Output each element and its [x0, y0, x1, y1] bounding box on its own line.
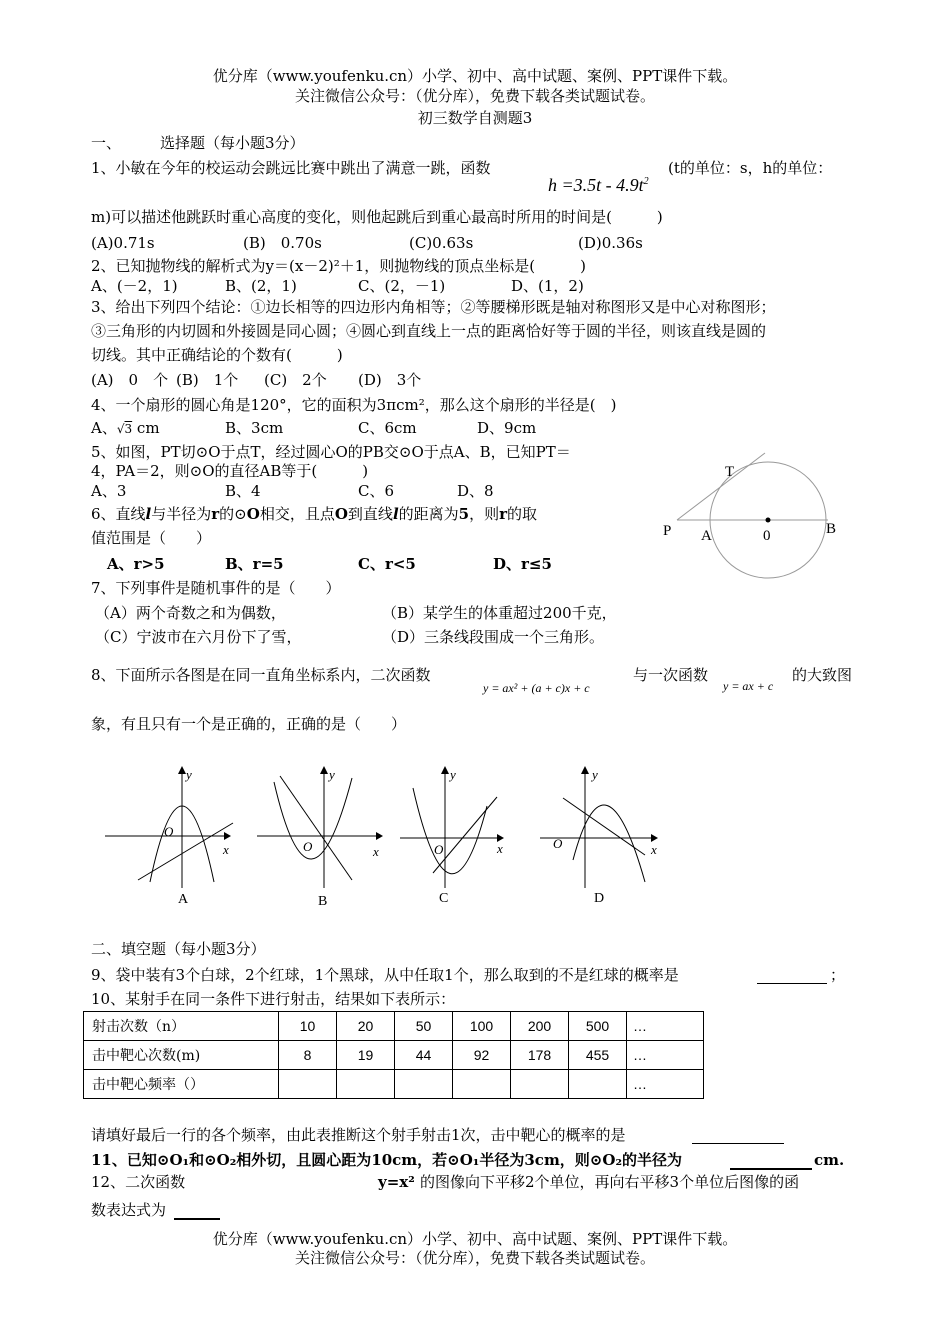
graph-d [535, 760, 685, 910]
q2-option: C、(2，－1) [358, 277, 446, 295]
q1-text-b: (t的单位：s，h的单位： [668, 159, 833, 177]
header-line2: 关注微信公众号：（优分库），免费下载各类试题试卷。 [294, 87, 655, 105]
q5-option: B、4 [225, 482, 261, 500]
q1-option: (C)0.63s [409, 234, 474, 252]
footer-line1: 优分库（www.youfenku.cn）小学、初中、高中试题、案例、PPT课件下载。 [212, 1230, 738, 1248]
q12-line2: 数表达式为 [91, 1201, 167, 1219]
q11-answer-blank[interactable] [730, 1150, 812, 1170]
q3-line1: 3、给出下列四个结论：①边长相等的四边形内角相等；②等腰梯形既是轴对称图形又是中心对称图形； [91, 298, 776, 316]
graph-a-label: A [178, 892, 189, 907]
q2-option: D、(1，2) [511, 277, 584, 295]
q6-line2: 值范围是（ ） [91, 529, 212, 547]
section2-title: 二、填空题（每小题3分） [91, 940, 266, 958]
q5-option: C、6 [358, 482, 395, 500]
table-row: 击中靶心次数(m) 8 19 44 92 178 455 … [84, 1041, 704, 1070]
q6-option: C、r<5 [358, 555, 416, 573]
q3-line3: 切线。其中正确结论的个数有( ) [91, 346, 343, 364]
q6-option: D、r≤5 [493, 555, 552, 573]
q7-option: （C）宁波市在六月份下了雪， [95, 628, 302, 646]
label-T: T [725, 464, 735, 480]
q9-text: 9、袋中装有3个白球，2个红球，1个黑球，从中任取1个，那么取到的不是红球的概率是 [91, 966, 679, 984]
q4-option: D、9cm [477, 419, 537, 437]
q1-text-a: 1、小敏在今年的校运动会跳远比赛中跳出了满意一跳，函数 [91, 159, 491, 177]
q4-text: 4、一个扇形的圆心角是120°，它的面积为3πcm²，那么这个扇形的半径是( ) [91, 396, 617, 414]
q8-formula-quadratic: y = ax² + (a + c)x + c [483, 681, 590, 695]
label-P: P [663, 523, 672, 539]
svg-text:x: x [373, 844, 379, 859]
label-A: A [701, 528, 712, 544]
svg-text:x: x [497, 841, 503, 856]
q10-answer-blank[interactable] [692, 1125, 784, 1144]
q11-tail: cm. [814, 1151, 845, 1169]
section1-num: 一、 [91, 134, 122, 152]
section1-title: 选择题（每小题3分） [160, 134, 305, 152]
header-line1: 优分库（www.youfenku.cn）小学、初中、高中试题、案例、PPT课件下载。 [212, 67, 738, 85]
q3-option: (A) 0 个 [91, 371, 169, 389]
q5-option: A、3 [91, 482, 127, 500]
svg-text:O: O [164, 824, 174, 839]
q12-formula: y=x² [378, 1173, 415, 1191]
label-O: 0 [763, 528, 771, 544]
q1-option: (D)0.36s [578, 234, 643, 252]
q10-text: 10、某射手在同一条件下进行射击，结果如下表所示： [91, 990, 456, 1008]
q9-tail: ； [830, 966, 846, 984]
q7-option: （A）两个奇数之和为偶数， [95, 604, 286, 622]
q2-option: B、(2，1) [225, 277, 297, 295]
q8-text-c: 的大致图 [792, 666, 853, 684]
graph-b [252, 760, 402, 910]
svg-text:O: O [303, 839, 313, 854]
q6-line1: 6、直线l与半径为r的⊙O相交，且点O到直线l的距离为5，则r的取 [91, 505, 538, 523]
q10-after: 请填好最后一行的各个频率，由此表推断这个射手射击1次，击中靶心的概率的是 [91, 1126, 626, 1144]
svg-text:y: y [450, 767, 456, 782]
q7-option: （D）三条线段围成一个三角形。 [382, 628, 605, 646]
graph-a [100, 760, 250, 910]
q3-line2: ③三角形的内切圆和外接圆是同心圆；④圆心到直线上一点的距离恰好等于圆的半径，则该直线是圆的 [91, 322, 767, 340]
q3-option: (D) 3个 [358, 371, 422, 389]
q6-option: A、r>5 [107, 555, 165, 573]
table-row: 射击次数（n） 10 20 50 100 200 500 … [84, 1012, 704, 1041]
shooting-table [83, 1011, 704, 1099]
q8-text-b: 与一次函数 [633, 666, 709, 684]
q5-line2: 4，PA＝2，则⊙O的直径AB等于( ) [91, 462, 369, 480]
q4-option: B、3cm [225, 419, 284, 437]
q2-option: A、(－2，1) [91, 277, 178, 295]
table-row: 击中靶心频率（） … [84, 1070, 704, 1099]
q5-line1: 5、如图，PT切⊙O于点T，经过圆心O的PB交⊙O于点A、B，已知PT＝ [91, 443, 571, 461]
q4-option-a: A、√3 cm [91, 419, 160, 437]
q3-option: (C) 2个 [264, 371, 327, 389]
q9-answer-blank[interactable] [757, 965, 827, 984]
circle-tangent-figure [655, 448, 855, 583]
svg-text:y: y [592, 767, 598, 782]
page-title: 初三数学自测题3 [417, 109, 533, 127]
footer-line2: 关注微信公众号：（优分库），免费下载各类试题试卷。 [294, 1249, 655, 1267]
q12-answer-blank[interactable] [174, 1200, 220, 1220]
q1-option: (B) 0.70s [243, 234, 322, 252]
q1-text-c: m)可以描述他跳跃时重心高度的变化，则他起跳后到重心最高时所用的时间是( ) [91, 208, 663, 226]
svg-text:x: x [223, 842, 229, 857]
q8-formula-linear: y = ax + c [723, 679, 774, 693]
q2-text: 2、已知抛物线的解析式为y＝(x－2)²＋1，则抛物线的顶点坐标是( ) [91, 257, 586, 275]
q1-formula: $h =3.5t - 4.9t^2$ [548, 175, 649, 195]
q8-text-a: 8、下面所示各图是在同一直角坐标系内，二次函数 [91, 666, 431, 684]
svg-text:y: y [186, 767, 192, 782]
q8-line2: 象，有且只有一个是正确的，正确的是（ ） [91, 715, 407, 733]
q7-text: 7、下列事件是随机事件的是（ ） [91, 579, 341, 597]
q1-option: (A)0.71s [91, 234, 155, 252]
q12-text-c: 的图像向下平移2个单位，再向右平移3个单位后图像的函 [420, 1173, 800, 1191]
q11-text: 11、已知⊙O₁和⊙O₂相外切，且圆心距为10cm，若⊙O₁半径为3cm，则⊙O₂的半径为 [91, 1151, 683, 1169]
svg-text:y: y [329, 767, 335, 782]
graph-b-label: B [318, 894, 328, 909]
q5-option: D、8 [457, 482, 494, 500]
q7-option: （B）某学生的体重超过200千克， [382, 604, 617, 622]
graph-c-label: C [439, 891, 449, 906]
label-B: B [826, 521, 837, 537]
q3-option: (B) 1个 [176, 371, 239, 389]
q6-option: B、r=5 [225, 555, 284, 573]
q4-option: C、6cm [358, 419, 417, 437]
svg-text:x: x [651, 842, 657, 857]
graph-c [395, 760, 545, 910]
graph-d-label: D [594, 891, 605, 906]
svg-text:O: O [553, 836, 563, 851]
svg-text:O: O [434, 842, 444, 857]
q12-text-a: 12、二次函数 [91, 1173, 186, 1191]
